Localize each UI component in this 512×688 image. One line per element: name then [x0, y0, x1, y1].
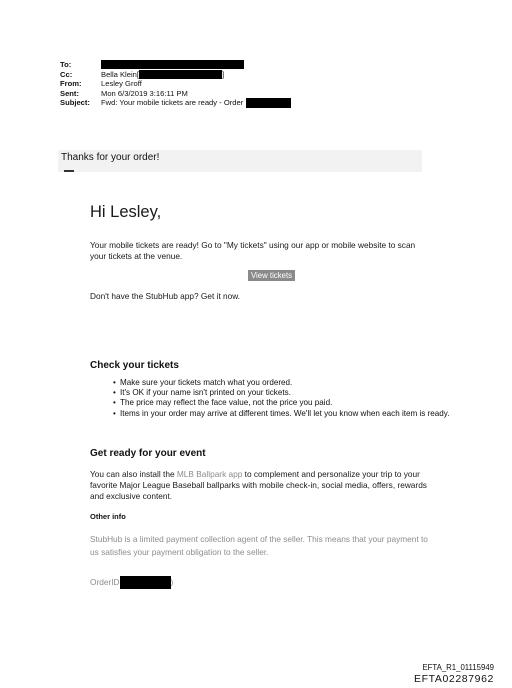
email-header	[60, 60, 291, 108]
cc-close: ]	[222, 69, 225, 79]
event-heading: Get ready for your event	[90, 448, 206, 459]
order-id-line	[90, 576, 173, 589]
event-paragraph	[90, 469, 427, 502]
intro-paragraph	[90, 240, 415, 262]
order-id-redaction	[120, 576, 171, 589]
other-info-paragraph	[90, 533, 428, 559]
view-tickets-button[interactable]: View tickets	[248, 270, 295, 281]
from-value: Lesley Groff	[101, 79, 142, 89]
cc-row	[60, 70, 291, 80]
sent-label: Sent:	[60, 88, 79, 98]
subject-label: Subject:	[60, 98, 90, 108]
bates-number-2: EFTA02287962	[414, 673, 494, 685]
event-text-post: to complement and personalize your trip to your	[242, 469, 420, 479]
check-tickets-heading: Check your tickets	[90, 360, 179, 371]
cc-redaction	[139, 69, 225, 79]
cc-label: Cc:	[60, 69, 73, 79]
subject-value: Fwd: Your mobile tickets are ready - Order	[101, 98, 244, 108]
list-item: • It's OK if your name isn't printed on your tickets.	[113, 388, 453, 398]
list-item: • The price may reflect the face value, not the price you paid.	[113, 398, 453, 408]
event-line-1	[90, 469, 427, 480]
sent-value: Mon 6/3/2019 3:16:11 PM	[101, 88, 188, 98]
mlb-ballpark-link[interactable]: MLB Ballpark app	[176, 469, 243, 479]
to-row	[60, 60, 291, 70]
from-row	[60, 79, 291, 89]
intro-line-2: your tickets at the venue.	[90, 251, 183, 261]
order-number-redaction	[246, 98, 291, 108]
to-redaction	[101, 60, 244, 69]
to-label: To:	[60, 60, 72, 69]
intro-line-1: Your mobile tickets are ready! Go to "My tickets" using our app or mobile website to scan	[90, 240, 416, 250]
thanks-banner	[58, 150, 422, 172]
subject-row	[60, 98, 291, 108]
other-info-line-1: StubHub is a limited payment collection agent of the seller. This means that your payment to	[90, 534, 428, 544]
bates-number-1: EFTA_R1_01115949	[422, 663, 494, 672]
order-id-close: )	[170, 577, 174, 587]
list-item: • Items in your order may arrive at different times. We'll let you know when each item is ready.	[113, 409, 453, 419]
other-info-line-2: us satisfies your payment obligation to the seller.	[90, 547, 269, 557]
sent-row	[60, 89, 291, 99]
greeting: Hi Lesley,	[90, 203, 162, 221]
app-prompt[interactable]: Don't have the StubHub app? Get it now.	[90, 291, 241, 301]
order-id-label: OrderID	[90, 577, 120, 587]
from-label: From:	[60, 79, 82, 89]
bates-footer	[414, 663, 494, 685]
cc-value: Bella Klein[	[101, 69, 139, 79]
check-tickets-list	[113, 378, 453, 419]
list-item: • Make sure your tickets match what you ordered.	[113, 378, 453, 388]
event-text-pre: You can also install the	[90, 469, 177, 479]
event-line-2: favorite Major League Baseball ballparks with mobile check-in, social media, offers, rewards	[90, 480, 427, 490]
event-line-3: and exclusive content.	[90, 491, 173, 501]
other-info-heading: Other info	[90, 512, 126, 521]
banner-underline	[64, 170, 74, 172]
banner-text: Thanks for your order!	[61, 152, 160, 163]
